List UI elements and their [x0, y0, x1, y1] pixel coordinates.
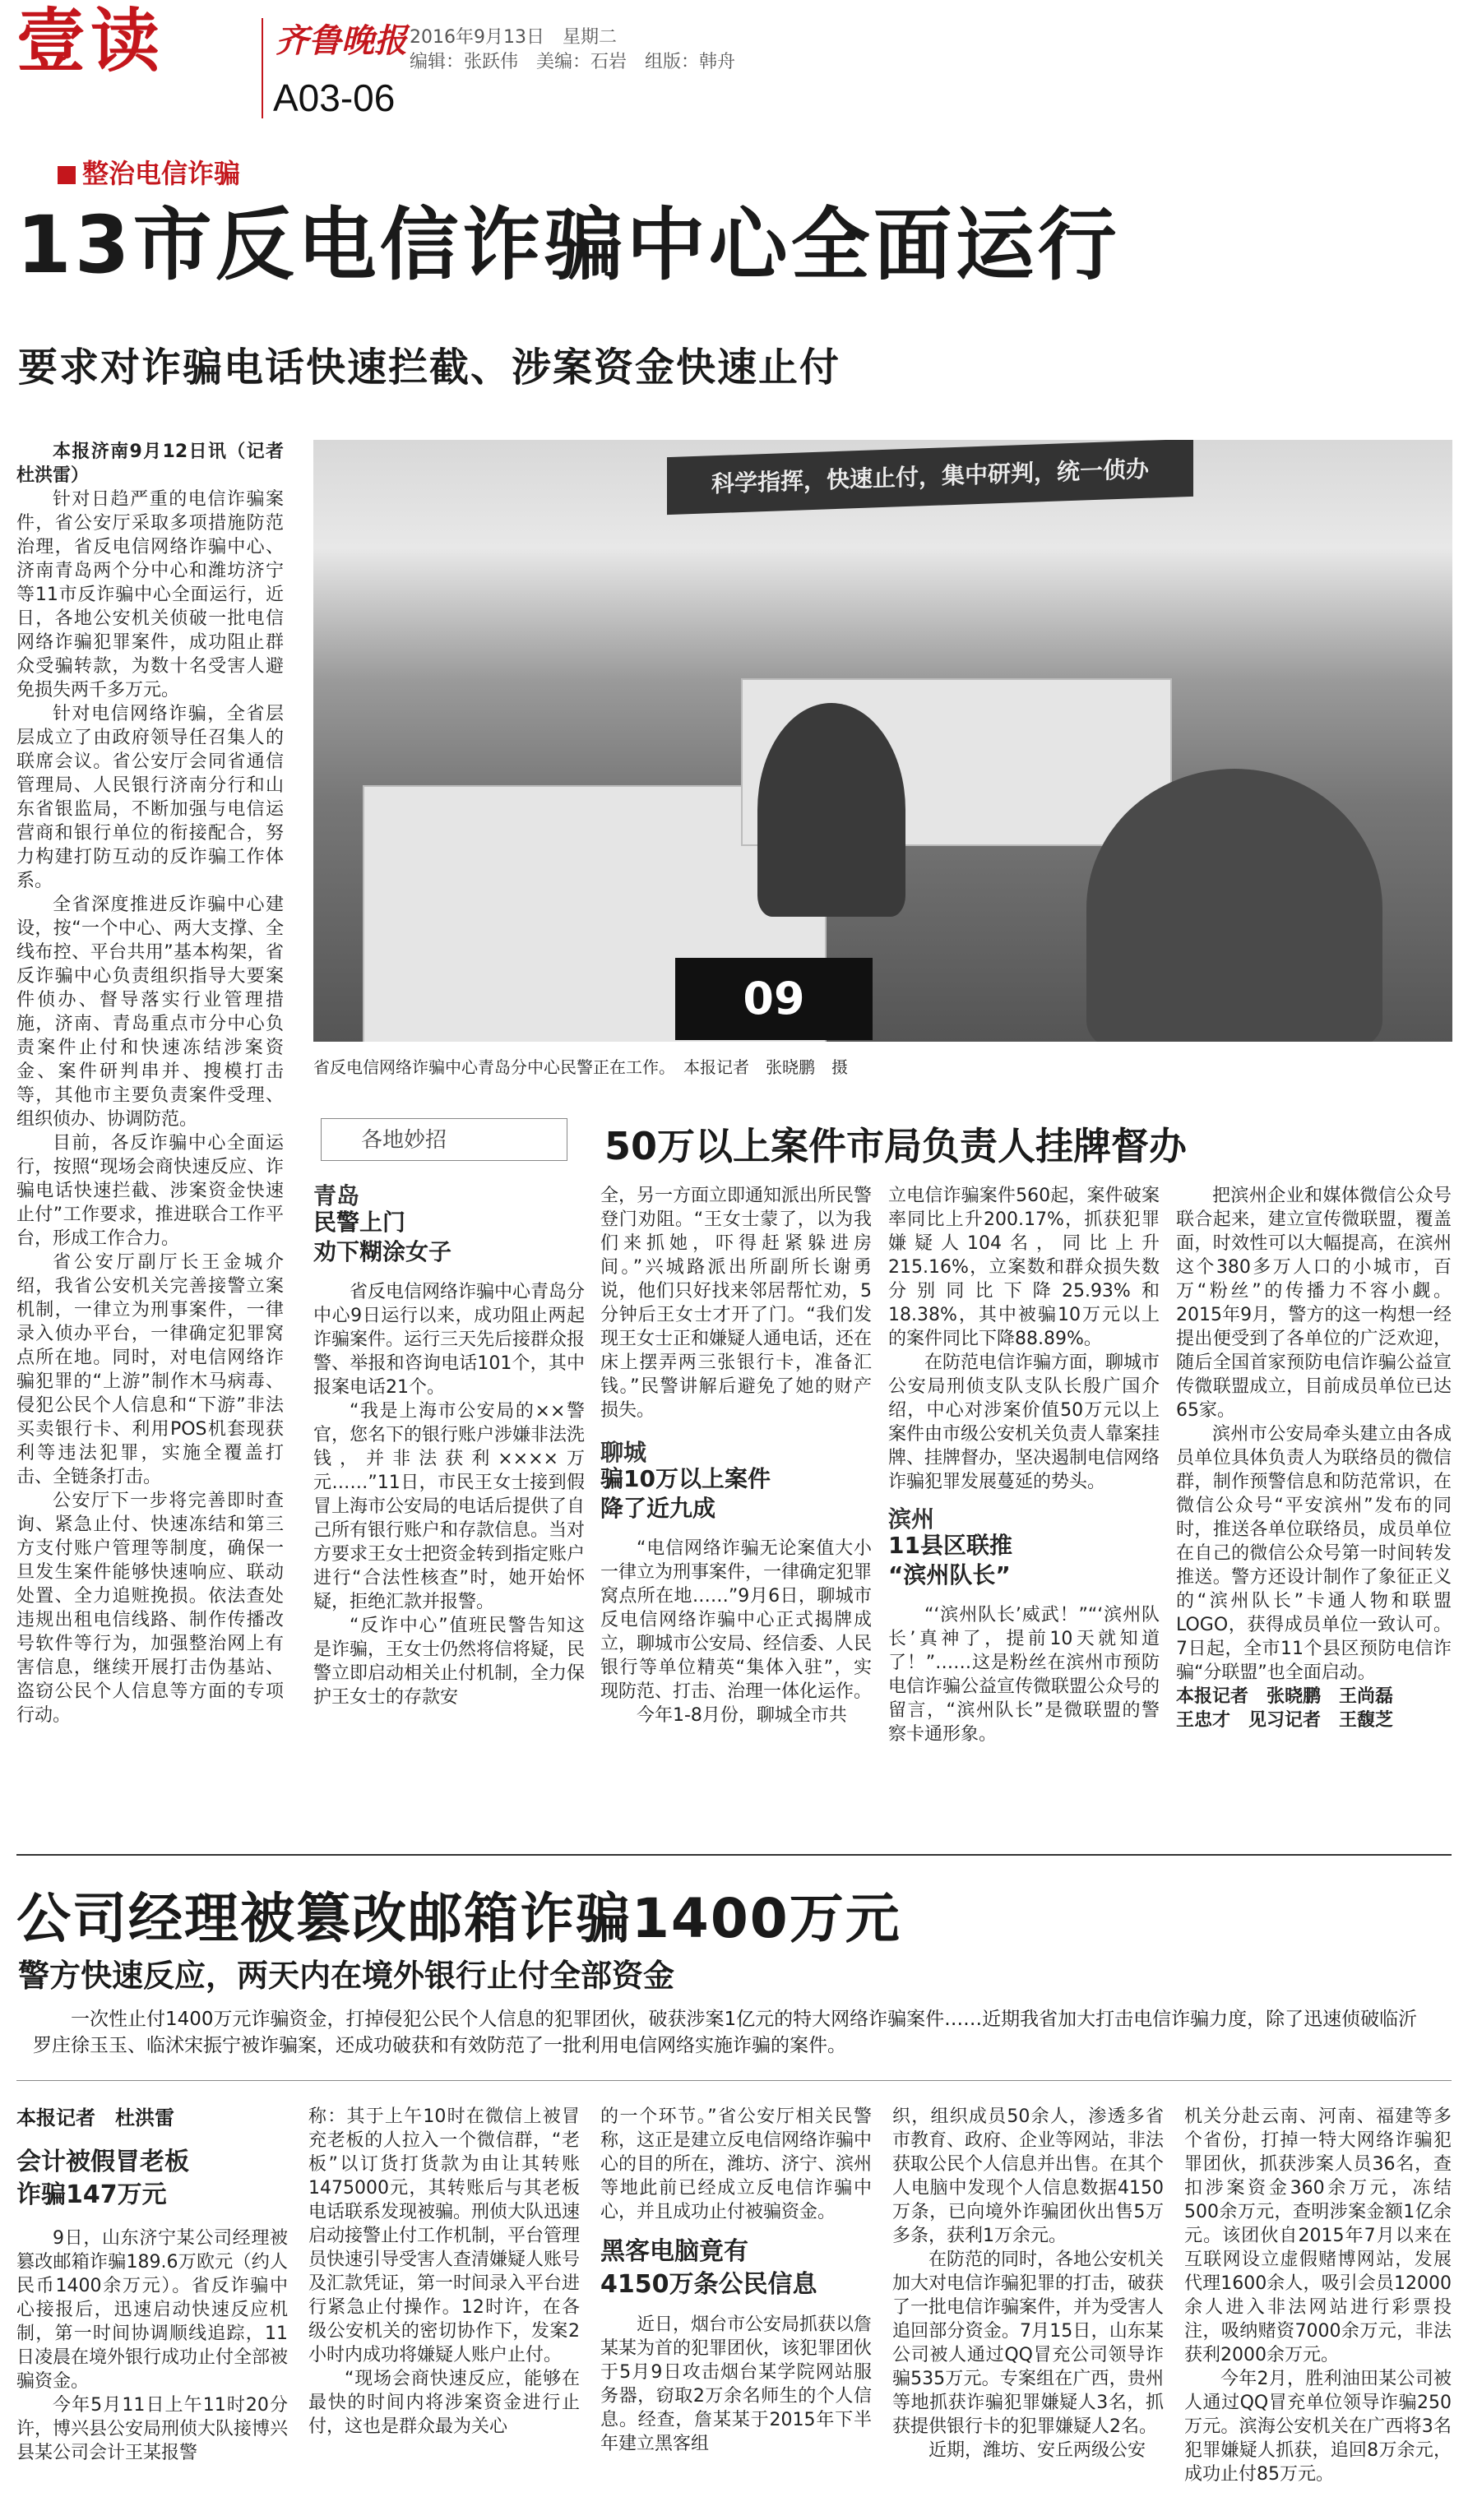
binzhou-column-2: [1176, 1184, 1452, 1732]
article1-para: 省公安厅副厅长王金城介绍，我省公安机关完善接警立案机制，一律立为刑事案件，一律录入侦办平台，一律确定犯罪窝点所在地。同时，对电信网络诈骗犯罪的“上游”制作木马病毒、侵犯公民个人信息和“下游”非法买卖银行卡、利用POS机套现获利等违法犯罪，实施全覆盖打击、全链条打击。: [16, 1252, 284, 1487]
article2-para: 9日，山东济宁某公司经理被篡改邮箱诈骗189.6万欧元（约人民币1400余万元）。省反诈骗中心接报后，迅速启动快速反应机制，第一时间协调顺线追踪，11日凌晨在境外银行成功止付全部被骗资金。: [16, 2228, 289, 2392]
article2-para: 机关分赴云南、河南、福建等多个省份，打掉一特大网络诈骗犯罪团伙，抓获涉案人员36名，查扣涉案资金360余万元，冻结500余万元，查明涉案金额1亿余元。该团伙自2015年7月以来在互联网设立虚假赌博网站，发展代理1600余人，吸引会员12000余人进入非法网站进行彩票投注，吸纳赌资7000余万元，非法获利2000余万元。: [1184, 2106, 1452, 2365]
liaocheng-para: 在防范电信诈骗方面，聊城市公安局刑侦支队支队长殷广国介绍，中心对涉案价值50万元以上案件由市级公安机关负责人靠案挂牌、挂牌督办，坚决遏制电信网络诈骗犯罪发展蔓延的势头。: [888, 1352, 1160, 1492]
lead-divider: [16, 2080, 1452, 2081]
liaocheng-continued: 立电信诈骗案件560起，案件破案率同比上升200.17%，抓获犯罪嫌疑人104名，同比上升215.16%，立案数和群众损失数分别同比下降25.93%和18.38%，其中被骗10万元以上的案件同比下降88.89%。: [888, 1186, 1160, 1349]
binzhou-para: 滨州市公安局牵头建立由各成员单位具体负责人为联络员的微信群，制作预警信息和防范常识，在微信公众号“平安滨州”发布的同时，推送各单位联络员，成员单位在自己的微信公众号第一时间转发推送。警方还设计制作了象征正义的“滨州队长”卡通人物和联盟LOGO，获得成员单位一致认可。7日起，全市11个县区预防电信诈骗“分联盟”也全面启动。: [1176, 1424, 1452, 1683]
article1-para: 针对电信网络诈骗，全省层层成立了由政府领导任召集人的联席会议。省公安厅会同省通信管理局、人民银行济南分行和山东省银监局，不断加强与电信运营商和银行单位的衔接配合，努力构建打防互动的反诈骗工作体系。: [16, 704, 284, 891]
square-bullet-icon: [58, 166, 76, 184]
article2-headline: 公司经理被篡改邮箱诈骗1400万元: [16, 1887, 901, 1950]
article2-subtitle: 诈骗147万元: [16, 2180, 167, 2209]
reporter-credit: 本报记者 张晓鹏 王尚磊: [1176, 1686, 1394, 1707]
article2-para: 在防范的同时，各地公安机关加大对电信诈骗犯罪的打击，破获了一批电信诈骗案件，并为受害人追回部分资金。7月15日，山东某公司被人通过QQ冒充公司领导诈骗535万元。专案组在广西，贵州等地抓获诈骗犯罪嫌疑人3名，抓获提供银行卡的犯罪嫌疑人2名。: [892, 2250, 1165, 2437]
article2-subtitle: 4150万条公民信息: [600, 2270, 817, 2299]
qingdao-column: [313, 1184, 585, 1709]
article2-lead: 一次性止付1400万元诈骗资金，打掉侵犯公民个人信息的犯罪团伙，破获涉案1亿元的特大网络诈骗案件……近期我省加大打击电信诈骗力度，除了迅速侦破临沂罗庄徐玉玉、临沭宋振宁被诈骗案，还成功破获和有效防范了一批利用电信网络实施诈骗的案件。: [33, 2009, 1418, 2056]
desk-number-sign: 09: [675, 958, 873, 1040]
liaocheng-para: 今年1-8月份，聊城全市共: [637, 1705, 847, 1726]
binzhou-title-1: 11县区联推: [888, 1532, 1012, 1559]
news-photo: [313, 440, 1452, 1042]
article2-para: 近期，潍坊、安丘两级公安: [928, 2440, 1146, 2461]
article2-subtitle: 会计被假冒老板: [16, 2148, 189, 2176]
article1-left-column: [16, 440, 284, 1727]
column-title: 壹读: [16, 0, 165, 81]
photo-officer: [1086, 769, 1382, 1042]
editors-line: 编辑：张跃伟 美编：石岩 组版：韩舟: [410, 52, 736, 72]
section-divider: [16, 1854, 1452, 1856]
qingdao-title-1: 民警上门: [313, 1209, 406, 1236]
mid-headline: 50万以上案件市局负责人挂牌督办: [604, 1124, 1188, 1168]
article2-para: 今年2月，胜利油田某公司被人通过QQ冒充单位领导诈骗250万元。滨海公安机关在广西将3名犯罪嫌疑人抓获，追回8万余元，成功止付85万元。: [1184, 2369, 1452, 2485]
binzhou-title-2: “滨州队长”: [888, 1561, 1011, 1588]
article1-para: 目前，各反诈骗中心全面运行，按照“现场会商快速反应、诈骗电话快速拦截、涉案资金快速止付”工作要求，推进联合工作平台，形成工作合力。: [16, 1133, 284, 1249]
article1-para: 针对日趋严重的电信诈骗案件，省公安厅采取多项措施防范治理，省反电信网络诈骗中心、济南青岛两个分中心和潍坊济宁等11市反诈骗中心全面运行，近日，各地公安机关侦破一批电信网络诈骗犯罪案件，成功阻止群众受骗转款，为数十名受害人避免损失两千多万元。: [16, 489, 284, 701]
masthead-divider: [262, 18, 263, 118]
article2-column-3: [600, 2105, 872, 2456]
article2-byline: 本报记者 杜洪雷: [16, 2106, 174, 2129]
qingdao-para: “反诈中心”值班民警告知这是诈骗，王女士仍然将信将疑，民警立即启动相关止付机制，全力保护王女士的存款安: [313, 1616, 586, 1708]
photo-banner: [667, 440, 1193, 515]
article2-para: 今年5月11日上午11时20分许，博兴县公安局刑侦大队接博兴县某公司会计王某报警: [16, 2395, 289, 2463]
city-label: 青岛: [313, 1182, 360, 1209]
article2-para: 近日，烟台市公安局抓获以詹某某为首的犯罪团伙，该犯罪团伙于5月9日攻击烟台某学院网站服务器，窃取2万余名师生的个人信息。经查，詹某某于2015年下半年建立黑客组: [600, 2314, 873, 2454]
article2-column-5: [1184, 2105, 1452, 2486]
section-tag: [58, 153, 240, 191]
binzhou-column: [888, 1184, 1160, 1746]
liaocheng-column: [600, 1184, 872, 1727]
reporter-credit: 王忠才 见习记者 王馥芝: [1176, 1710, 1394, 1731]
photo-officer: [757, 703, 905, 917]
page-code: A03-06: [273, 76, 396, 119]
liaocheng-title-2: 降了近九成: [600, 1495, 716, 1522]
city-label: 聊城: [600, 1439, 647, 1466]
article2-column-1: [16, 2146, 288, 2465]
local-tips-label: 各地妙招: [321, 1118, 567, 1161]
liaocheng-title-1: 骗10万以上案件: [600, 1465, 771, 1492]
article1-para: 全省深度推进反诈骗中心建设，按“一个中心、两大支撑、全线布控、平台共用”基本构架，省反诈骗中心负责组织指导大要案件侦办、督导落实行业管理措施，济南、青岛重点市分中心负责案件止付和快速冻结涉案资金、案件研判串并、搜模打击等，其他市主要负责案件受理、组织侦办、协调防范。: [16, 895, 284, 1130]
article2-column-4: [892, 2105, 1164, 2462]
photo-caption: 省反电信网络诈骗中心青岛分中心民警正在工作。 本报记者 张晓鹏 摄: [313, 1057, 848, 1077]
article2-subtitle: 黑客电脑竟有: [600, 2237, 748, 2266]
paper-name: 齐鲁晚报: [276, 21, 407, 60]
article1-dateline: 本报济南9月12日讯（记者 杜洪雷）: [16, 442, 284, 486]
liaocheng-para: “电信网络诈骗无论案值大小一律立为刑事案件，一律确定犯罪窝点所在地……”9月6日，聊城市反电信网络诈骗中心正式揭牌成立，聊城市公安局、经信委、人民银行等单位精英“集体入驻”，实现防范、打击、治理一体化运作。: [600, 1538, 873, 1702]
article2-subhead: 警方快速反应，两天内在境外银行止付全部资金: [18, 1958, 675, 1994]
date-line: 2016年9月13日 星期二: [410, 27, 617, 48]
qingdao-continued: 全，另一方面立即通知派出所民警登门劝阻。“王女士蒙了，以为我们来抓她，吓得赶紧躲进房间。”兴城路派出所副所长谢勇说，他们只好找来邻居帮忙劝，5分钟后王女士才开了门。“我们发现王女士正和嫌疑人通电话，还在床上摆弄两三张银行卡，准备汇钱。”民警讲解后避免了她的财产损失。: [600, 1186, 873, 1421]
article1-headline: 13市反电信诈骗中心全面运行: [16, 199, 1120, 291]
city-label: 滨州: [888, 1505, 935, 1533]
article2-para: 称：其于上午10时在微信上被冒充老板的人拉入一个微信群，“老板”以订货打货款为由让其转账1475000元，其转账后与其老板电话联系发现被骗。刑侦大队迅速启动接警止付工作机制，平台管理员快速引导受害人查清嫌疑人账号及汇款凭证，第一时间录入平台进行紧急止付操作。12时许，在各级公安机关的密切协作下，发案2小时内成功将嫌疑人账户止付。: [308, 2106, 581, 2365]
article2-para: 织，组织成员50余人，渗透多省市教育、政府、企业等网站，非法获取公民个人信息并出售。在其个人电脑中发现个人信息数据4150万条，已向境外诈骗团伙出售5万多条，获利1万余元。: [892, 2106, 1165, 2246]
article2-para: 的一个环节。”省公安厅相关民警称，这正是建立反电信网络诈骗中心的目的所在，潍坊、济宁、滨州等地此前已经成立反电信诈骗中心，并且成功止付被骗资金。: [600, 2106, 873, 2222]
qingdao-para: “我是上海市公安局的××警官，您名下的银行账户涉嫌非法洗钱，并非法获利××××万元……”11日，市民王女士接到假冒上海市公安局的电话后提供了自己所有银行账户和存款信息。当对方要求王女士把资金转到指定账户进行“合法性核查”时，她开始怀疑，拒绝汇款并报警。: [313, 1401, 586, 1612]
photo-banner-text: 科学指挥，快速止付，集中研判，统一侦办: [711, 455, 1149, 498]
article1-subhead: 要求对诈骗电话快速拦截、涉案资金快速止付: [18, 344, 841, 391]
article2-column-2: [308, 2105, 580, 2439]
binzhou-para: 把滨州企业和媒体微信公众号联合起来，建立宣传微联盟，覆盖面，时效性可以大幅提高，在滨州这个380多万人口的小城市，百万“粉丝”的传播力不容小觑。2015年9月，警方的这一构想一经提出便受到了各单位的广泛欢迎，随后全国首家预防电信诈骗公益宣传微联盟成立，目前成员单位已达65家。: [1176, 1186, 1452, 1421]
article2-para: “现场会商快速反应，能够在最快的时间内将涉案资金进行止付，这也是群众最为关心: [308, 2369, 580, 2437]
article1-para: 公安厅下一步将完善即时查询、紧急止付、快速冻结和第三方支付账户管理等制度，确保一旦发生案件能够快速响应、联动处置、全力追赃挽损。依法查处违规出租电信线路、制作传播改号软件等行为，加强整治网上有害信息，继续开展打击伪基站、盗窃公民个人信息等方面的专项行动。: [16, 1491, 284, 1726]
binzhou-para: “‘滨州队长’威武！”“‘滨州队长’真神了，提前10天就知道了！”……这是粉丝在滨州市预防电信诈骗公益宣传微联盟公众号的留言，“滨州队长”是微联盟的警察卡通形象。: [888, 1605, 1160, 1745]
qingdao-para: 省反电信网络诈骗中心青岛分中心9日运行以来，成功阻止两起诈骗案件。运行三天先后接群众报警、举报和咨询电话101个，其中报案电话21个。: [313, 1282, 586, 1398]
section-tag-label: 整治电信诈骗: [82, 158, 241, 189]
qingdao-title-2: 劝下糊涂女子: [313, 1238, 452, 1265]
